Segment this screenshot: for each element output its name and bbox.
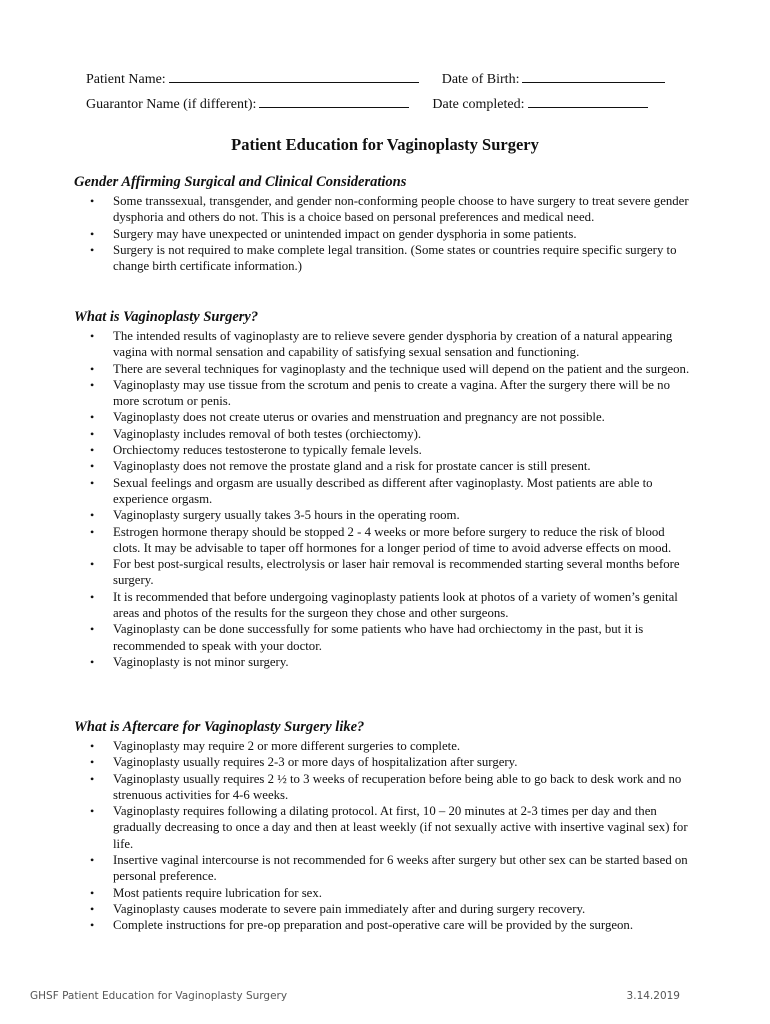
list-item xyxy=(72,361,692,377)
footer-date: 3.14.2019 xyxy=(626,990,680,1002)
bullet-list xyxy=(72,738,692,934)
bullet-icon: • xyxy=(90,329,95,343)
list-item-text: For best post-surgical results, electrolysis or laser hair removal is recommended starting several months before surgery. xyxy=(113,557,680,588)
patient-name-field[interactable] xyxy=(169,68,419,83)
date-completed-field[interactable] xyxy=(528,93,648,108)
list-item-text: Vaginoplasty does not create uterus or ovaries and menstruation and pregnancy are not possible. xyxy=(113,410,605,425)
list-item-text: Vaginoplasty is not minor surgery. xyxy=(113,654,289,669)
bullet-icon: • xyxy=(90,557,95,572)
list-item xyxy=(72,524,692,557)
bullet-icon: • xyxy=(90,589,95,604)
list-item xyxy=(72,409,692,425)
list-item xyxy=(72,193,692,226)
footer-document-name: GHSF Patient Education for Vaginoplasty Surgery xyxy=(30,990,288,1002)
bullet-list xyxy=(72,328,692,670)
bullet-icon: • xyxy=(90,622,95,637)
bullet-icon: • xyxy=(90,475,95,490)
list-item xyxy=(72,654,692,670)
list-item-text: Vaginoplasty requires following a dilating protocol. At first, 10 – 20 minutes at 2-3 times per day and then gradually decreasing to once a day and then at least weekly (if not sexually active with insertive vaginal sex) for life. xyxy=(113,804,688,851)
bullet-icon: • xyxy=(90,739,95,753)
bullet-icon: • xyxy=(90,853,95,868)
bullet-icon: • xyxy=(90,242,95,257)
list-item-text: Vaginoplasty includes removal of both testes (orchiectomy). xyxy=(113,426,422,441)
date-of-birth-field[interactable] xyxy=(522,68,665,83)
list-item-text: Insertive vaginal intercourse is not recommended for 6 weeks after surgery but other sex can be started based on personal preference. xyxy=(113,853,688,884)
list-item xyxy=(72,328,692,361)
header-row-2 xyxy=(86,93,648,113)
list-item-text: Vaginoplasty surgery usually takes 3-5 hours in the operating room. xyxy=(113,508,460,523)
list-item-text: Surgery is not required to make complete legal transition. (Some states or countries require specific surgery to change birth certificate information.) xyxy=(113,242,677,274)
list-item xyxy=(72,771,692,804)
bullet-icon: • xyxy=(90,194,95,208)
bullet-icon: • xyxy=(90,771,95,786)
list-item-text: Sexual feelings and orgasm are usually described as different after vaginoplasty. Most patients are able to experience orgasm. xyxy=(113,475,653,506)
bullet-icon: • xyxy=(90,804,95,819)
bullet-icon: • xyxy=(90,508,95,523)
list-item xyxy=(72,442,692,458)
list-item-text: Some transsexual, transgender, and gender non-conforming people choose to have surgery to treat severe gender dysphoria and others do not. This is a choice based on personal preferences and medical need. xyxy=(113,194,689,225)
bullet-icon: • xyxy=(90,443,95,458)
list-item xyxy=(72,458,692,474)
section-heading: Gender Affirming Surgical and Clinical Considerations xyxy=(74,174,407,190)
section-aftercare xyxy=(72,719,692,934)
list-item-text: The intended results of vaginoplasty are to relieve severe gender dysphoria by creation of a natural appearing vagina with normal sensation and capability of satisfying sexual sensation and functioning. xyxy=(113,329,673,360)
list-item xyxy=(72,917,692,933)
list-item xyxy=(72,475,692,508)
bullet-icon: • xyxy=(90,918,95,933)
list-item xyxy=(72,589,692,622)
list-item xyxy=(72,852,692,885)
date-of-birth-label: Date of Birth: xyxy=(441,72,520,87)
bullet-icon: • xyxy=(90,226,95,241)
list-item xyxy=(72,377,692,410)
list-item-text: There are several techniques for vaginoplasty and the technique used will depend on the patient and the surgeon. xyxy=(113,361,690,376)
bullet-icon: • xyxy=(90,361,95,376)
bullet-icon: • xyxy=(90,459,95,474)
list-item-text: Vaginoplasty does not remove the prostate gland and a risk for prostate cancer is still present. xyxy=(113,459,591,474)
bullet-icon: • xyxy=(90,377,95,392)
list-item-text: Vaginoplasty usually requires 2 ½ to 3 weeks of recuperation before being able to go back to desk work and no strenuous activities for 4-6 weeks. xyxy=(113,771,682,802)
bullet-list xyxy=(72,193,692,274)
date-completed-label: Date completed: xyxy=(432,97,525,112)
list-item-text: Most patients require lubrication for sex. xyxy=(113,885,322,900)
guarantor-name-field[interactable] xyxy=(259,93,409,108)
list-item xyxy=(72,803,692,852)
list-item-text: Complete instructions for pre-op preparation and post-operative care will be provided by the surgeon. xyxy=(113,918,634,933)
bullet-icon: • xyxy=(90,901,95,916)
list-item xyxy=(72,507,692,523)
list-item xyxy=(72,754,692,770)
list-item xyxy=(72,226,692,242)
list-item-text: Vaginoplasty may use tissue from the scrotum and penis to create a vagina. After the surgery there will be no more scrotum or penis. xyxy=(113,377,670,409)
list-item-text: Vaginoplasty may require 2 or more different surgeries to complete. xyxy=(113,739,461,753)
list-item-text: Vaginoplasty causes moderate to severe pain immediately after and during surgery recovery. xyxy=(113,901,586,916)
list-item-text: Surgery may have unexpected or unintended impact on gender dysphoria in some patients. xyxy=(113,226,577,241)
list-item-text: Orchiectomy reduces testosterone to typically female levels. xyxy=(113,443,422,458)
section-what-is xyxy=(72,309,692,670)
patient-name-label: Patient Name: xyxy=(86,72,166,87)
list-item xyxy=(72,738,692,754)
list-item-text: Estrogen hormone therapy should be stopped 2 - 4 weeks or more before surgery to reduce the risk of blood clots. It may be advisable to taper off hormones for a longer period of time to avoid adverse effects on mood. xyxy=(113,524,672,555)
list-item xyxy=(72,556,692,589)
bullet-icon: • xyxy=(90,524,95,539)
bullet-icon: • xyxy=(90,885,95,900)
list-item xyxy=(72,426,692,442)
guarantor-name-label: Guarantor Name (if different): xyxy=(86,97,257,112)
section-considerations xyxy=(72,174,692,274)
list-item xyxy=(72,242,692,275)
bullet-icon: • xyxy=(90,755,95,770)
bullet-icon: • xyxy=(90,410,95,425)
bullet-icon: • xyxy=(90,654,95,669)
list-item xyxy=(72,901,692,917)
list-item xyxy=(72,621,692,654)
list-item-text: Vaginoplasty usually requires 2-3 or more days of hospitalization after surgery. xyxy=(113,755,518,770)
section-heading: What is Aftercare for Vaginoplasty Surgery like? xyxy=(74,719,365,735)
document-title: Patient Education for Vaginoplasty Surgery xyxy=(231,135,539,154)
list-item-text: It is recommended that before undergoing vaginoplasty patients look at photos of a variety of women’s genital areas and photos of the results for the surgeon they chose and other surgeons. xyxy=(113,589,678,621)
bullet-icon: • xyxy=(90,426,95,441)
section-heading: What is Vaginoplasty Surgery? xyxy=(74,309,259,325)
list-item-text: Vaginoplasty can be done successfully for some patients who have had orchiectomy in the past, but it is recommended to speak with your doctor. xyxy=(113,622,644,653)
header-row-1 xyxy=(86,68,665,88)
list-item xyxy=(72,885,692,901)
